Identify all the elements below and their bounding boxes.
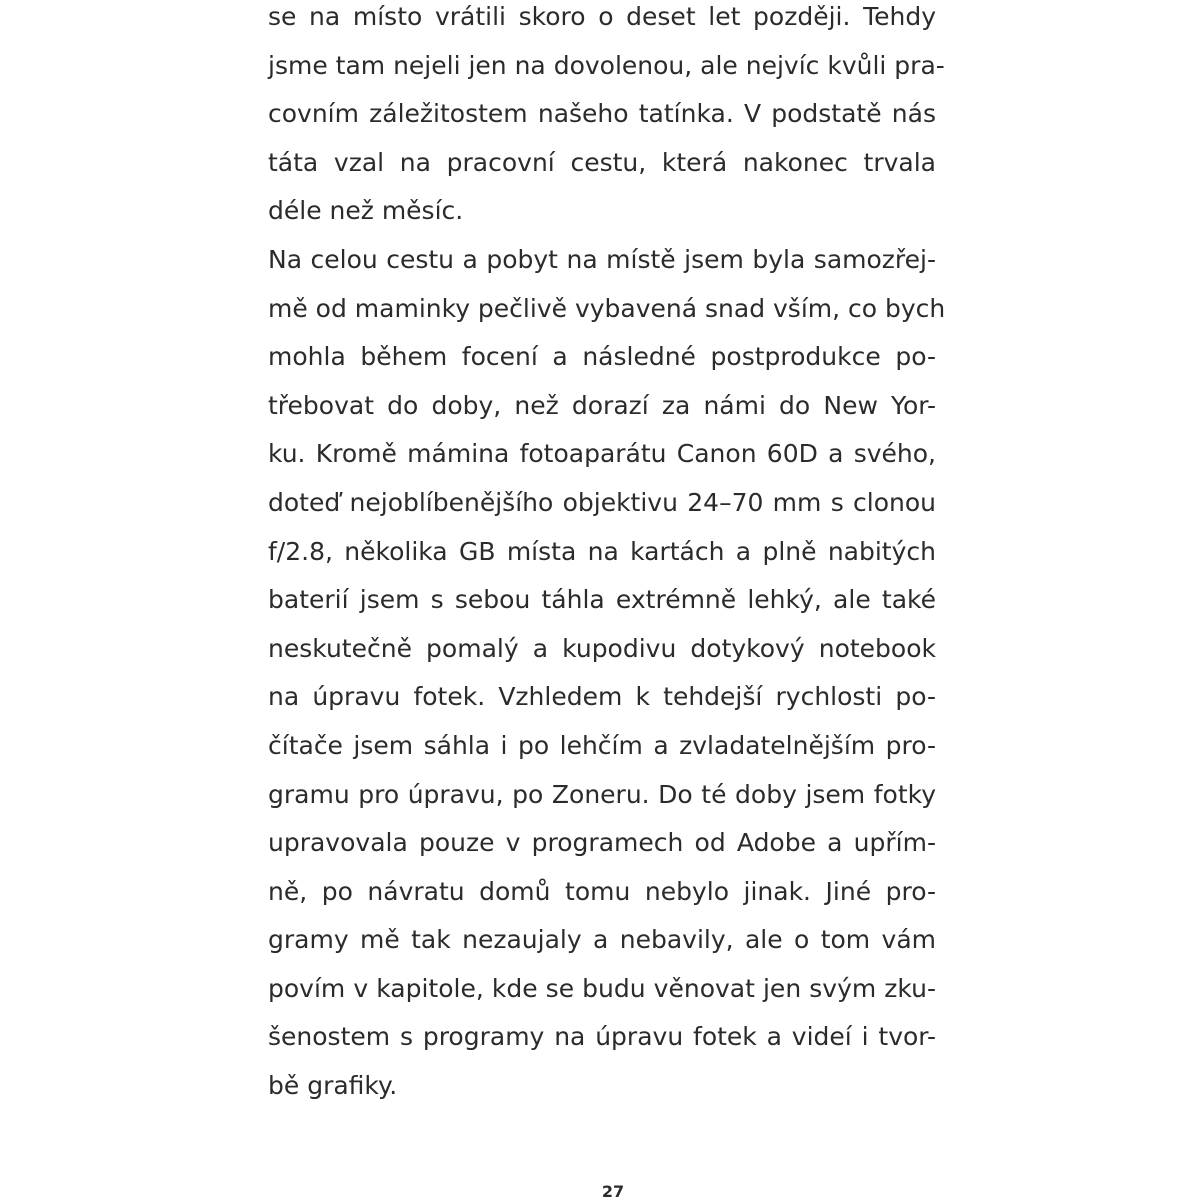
text-line: táta vzal na pracovní cestu, která nakonec trvala [268,147,936,177]
text-line: Na celou cestu a pobyt na místě jsem byla samozřej- [268,244,936,274]
text-line: gramu pro úpravu, po Zoneru. Do té doby jsem fotky [268,779,936,809]
text-line: déle než měsíc. [268,196,464,226]
text-line: gramy mě tak nezaujaly a nebavily, ale o tom vám [268,925,936,955]
text-line: covním záležitostem našeho tatínka. V podstatě nás [268,99,936,129]
text-line: na úpravu fotek. Vzhledem k tehdejší rychlosti po- [268,682,936,712]
text-line: bě grafiky. [268,1071,398,1101]
text-line: ně, po návratu domů tomu nebylo jinak. Jiné pro- [268,876,936,906]
text-line: povím v kapitole, kde se budu věnovat jen svým zku- [268,973,936,1003]
text-line: se na místo vrátili skoro o deset let později. Tehdy [268,2,936,31]
text-line: jsme tam nejeli jen na dovolenou, ale nejvíc kvůli pra- [268,50,945,80]
text-line: mě od maminky pečlivě vybavená snad vším, co bych [268,293,946,323]
text-line: mohla během focení a následné postprodukce po- [268,342,936,372]
text-line: čítače jsem sáhla i po lehčím a zvladatelnějším pro- [268,730,936,760]
text-line: neskutečně pomalý a kupodivu dotykový notebook [268,633,936,663]
body-text [268,0,946,1111]
text-line: třebovat do doby, než dorazí za námi do New Yor- [268,390,936,420]
text-line: f/2.8, několika GB místa na kartách a plně nabitých [268,536,936,566]
text-line: ku. Kromě mámina fotoaparátu Canon 60D a svého, [268,439,936,469]
text-line: baterií jsem s sebou táhla extrémně lehký, ale také [268,585,936,615]
text-line: šenostem s programy na úpravu fotek a videí i tvor- [268,1022,936,1052]
page-number: 27 [601,1182,625,1201]
text-line: doteď nejoblíbenějšího objektivu 24–70 mm s clonou [268,487,936,517]
text-line: upravovala pouze v programech od Adobe a upřím- [268,828,936,858]
